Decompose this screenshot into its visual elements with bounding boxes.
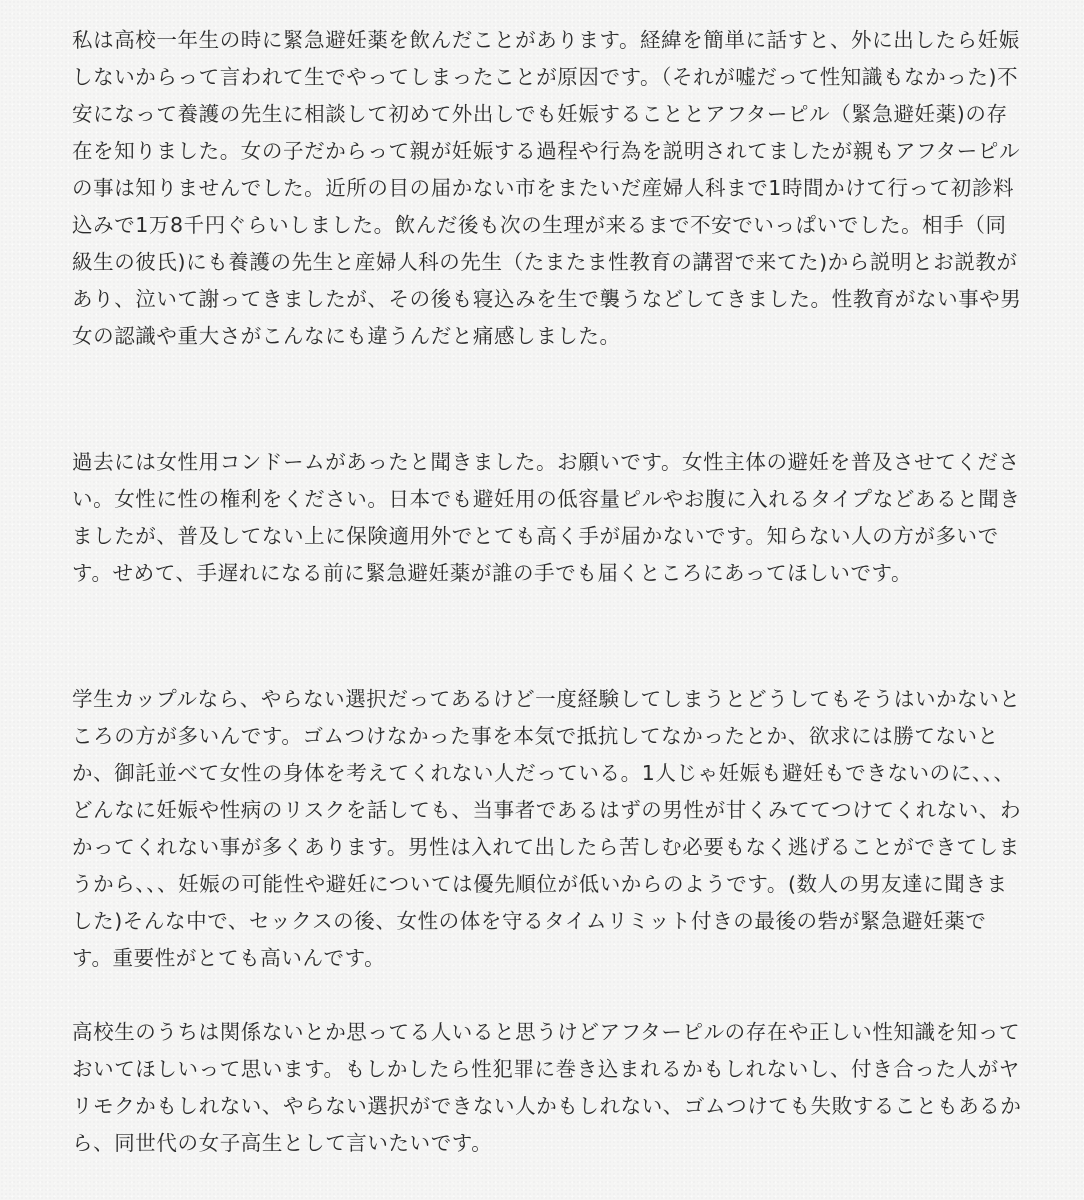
paragraph-high-school-message: 高校生のうちは関係ないとか思ってる人いると思うけどアフターピルの存在や正しい性知識を知っておいてほしいって思います。もしかしたら性犯罪に巻き込まれるかもしれないし、付き合った人がヤリモクかもしれない、やらない選択ができない人かもしれない、ゴムつけても失敗することもあるから、同世代の女子高生として言いたいです。 (72, 1020, 1022, 1155)
paragraph-student-couples: 学生カップルなら、やらない選択だってあるけど一度経験してしまうとどうしてもそうはいかないところの方が多いんです。ゴムつけなかった事を本気で抵抗してなかったとか、欲求には勝てないとか、御託並べて女性の身体を考えてくれない人だっている。1人じゃ妊娠も避妊もできないのに、、、どんなに妊娠や性病のリスクを話しても、当事者であるはずの男性が甘くみててつけてくれない、わかってくれない事が多くあります。男性は入れて出したら苦しむ必要もなく逃げることができてしまうから、、、妊娠の可能性や避妊については優先順位が低いからのようです。(数人の男友達に聞きました)そんな中で、セックスの後、女性の体を守るタイムリミット付きの最後の砦が緊急避妊薬です。重要性がとても高いんです。 (72, 687, 1022, 970)
paragraph-female-condom-request: 過去には女性用コンドームがあったと聞きました。お願いです。女性主体の避妊を普及させてください。女性に性の権利をください。日本でも避妊用の低容量ピルやお腹に入れるタイプなどあると聞きましたが、普及してない上に保険適用外でとても高く手が届かないです。知らない人の方が多いです。せめて、手遅れになる前に緊急避妊薬が誰の手でも届くところにあってほしいです。 (72, 450, 1021, 585)
paragraph-spacer (72, 977, 1024, 1014)
paragraph-experience: 私は高校一年生の時に緊急避妊薬を飲んだことがあります。経緯を簡単に話すと、外に出したら妊娠しないからって言われて生でやってしまったことが原因です。（それが嘘だって性知識もなかった)不安になって養護の先生に相談して初めて外出しでも妊娠することとアフターピル（緊急避妊薬)の存在を知りました。女の子だからって親が妊娠する過程や行為を説明されてましたが親もアフターピルの事は知りませんでした。近所の目の届かない市をまたいだ産婦人科まで1時間かけて行って初診料込みで1万8千円ぐらいしました。飲んだ後も次の生理が来るまで不安でいっぱいでした。相手（同級生の彼氏)にも養護の先生と産婦人科の先生（たまたま性教育の講習で来てた)から説明とお説教があり、泣いて謝ってきましたが、その後も寝込みを生で襲うなどしてきました。性教育がない事や男女の認識や重大さがこんなにも違うんだと痛感しました。 (72, 28, 1022, 348)
paragraph-spacer (72, 592, 1024, 681)
paragraph-spacer (72, 355, 1024, 444)
